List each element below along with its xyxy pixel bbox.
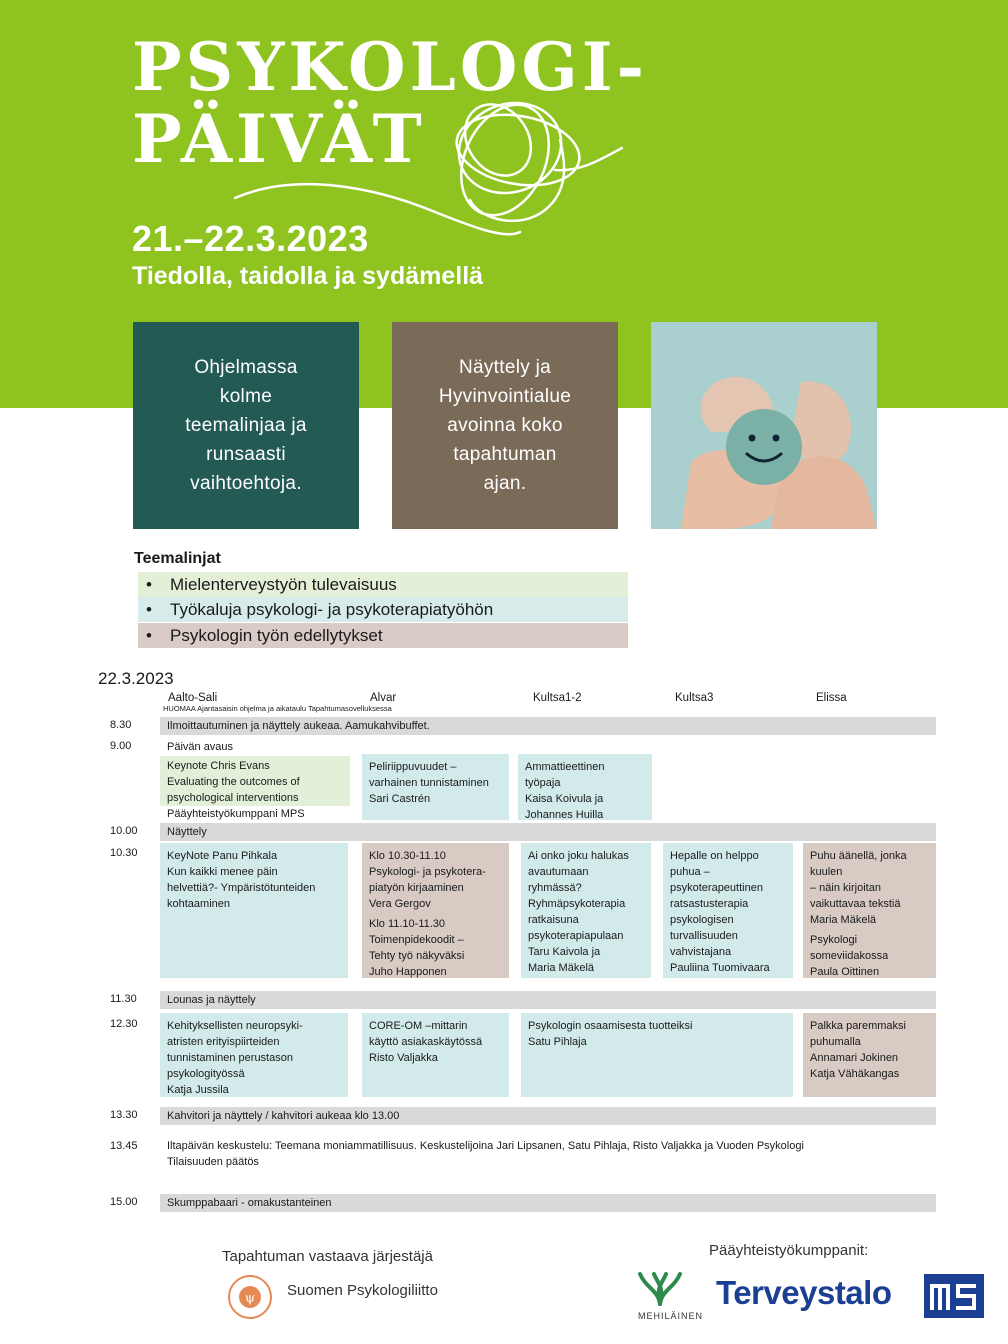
session-line: puhumalla: [810, 1036, 861, 1048]
session-line: Klo 10.30-11.10: [369, 850, 446, 862]
column-header-alvar: Alvar: [370, 692, 397, 704]
time-label: 12.30: [110, 1018, 138, 1030]
session-line: Psykologi- ja psykotera-: [369, 866, 486, 878]
session-line: Ai onko joku halukas: [528, 850, 629, 862]
event-tagline: Tiedolla, taidolla ja sydämellä: [132, 262, 484, 290]
discussion-line: Iltapäivän keskustelu: Teemana moniammatillisuus. Keskustelijoina Jari Lipsanen, Satu Pihlaja, Risto Valjakka ja Vuoden Psykologi: [167, 1140, 804, 1152]
session-line: Ryhmäpsykoterapia: [528, 898, 626, 910]
session-line: Kun kaikki menee päin: [167, 866, 278, 878]
session-line: psykoterapeuttinen: [670, 882, 763, 894]
session-ratsastusterapia: [663, 843, 793, 978]
mehilainen-wordmark: MEHILÄINEN: [638, 1311, 704, 1321]
exhibition-line: Hyvinvointialue: [438, 386, 572, 407]
bullet-icon: •: [146, 626, 152, 645]
exhibition-line: Näyttely ja: [458, 357, 551, 378]
session-line: Taru Kaivola ja: [528, 946, 601, 958]
session-line: Palkka paremmaksi: [810, 1020, 906, 1032]
schedule-bar: Skumppabaari - omakustanteinen: [160, 1194, 936, 1212]
session-line: vahvistajana: [670, 946, 732, 958]
schedule-bar: Näyttely: [160, 823, 936, 841]
session-line: Katja Vähäkangas: [810, 1068, 900, 1080]
session-core-om: [362, 1013, 509, 1097]
schedule-bar: Kahvitori ja näyttely / kahvitori aukeaa klo 13.00: [160, 1107, 936, 1125]
session-line: CORE-OM –mittarin: [369, 1020, 468, 1032]
schedule-date: 22.3.2023: [98, 669, 174, 688]
session-line: Toimenpidekoodit –: [369, 934, 464, 946]
exhibition-line: ajan.: [483, 473, 527, 494]
theme-item: [138, 623, 628, 648]
partners-label: Pääyhteistyökumppanit:: [709, 1242, 869, 1259]
opening-label: Päivän avaus: [167, 741, 234, 753]
session-line: ratsastusterapia: [670, 898, 749, 910]
session-ammattieettinen: [518, 754, 652, 820]
theme-label: Psykologin työn edellytykset: [170, 626, 383, 645]
program-info-box: [133, 322, 359, 529]
column-header-aalto-sali: Aalto-Sali: [168, 692, 218, 704]
time-label: 8.30: [110, 719, 132, 731]
session-line: Vera Gergov: [369, 898, 431, 910]
theme-item: [138, 597, 628, 622]
session-line: Sari Castrén: [369, 793, 431, 805]
column-header-kultsa1-2: Kultsa1-2: [533, 692, 582, 704]
session-line: Risto Valjakka: [369, 1052, 438, 1064]
session-line: someviidakossa: [810, 950, 889, 962]
session-line: Kehityksellisten neuropsyki-: [167, 1020, 303, 1032]
themes-heading: Teemalinjat: [134, 550, 221, 567]
mps-logo-icon: [924, 1274, 984, 1318]
partner-mps-label: Pääyhteistyökumppani MPS: [167, 808, 305, 820]
session-line: Tehty työ näkyväksi: [369, 950, 465, 962]
theme-label: Työkaluja psykologi- ja psykoterapiatyöhön: [170, 600, 494, 619]
session-line: vaikuttavaa tekstiä: [810, 898, 901, 910]
terveystalo-logo: Terveystalo: [716, 1274, 892, 1311]
session-line: psychological interventions: [167, 792, 299, 804]
session-line: Maria Mäkelä: [528, 962, 595, 974]
session-line: työpaja: [525, 777, 561, 789]
theme-label: Mielenterveystyön tulevaisuus: [170, 575, 397, 594]
session-line: käyttö asiakaskäytössä: [369, 1036, 483, 1048]
session-line: Kaisa Koivula ja: [525, 793, 604, 805]
schedule-note: HUOMAA Ajantasaisin ohjelma ja aikataulu Tapahtumasovelluksessa: [163, 704, 392, 713]
session-line: Keynote Chris Evans: [167, 760, 270, 772]
session-line: Psykologin osaamisesta tuotteiksi: [528, 1020, 693, 1032]
session-line: Puhu äänellä, jonka: [810, 850, 907, 862]
schedule-bar: Ilmoittautuminen ja näyttely aukeaa. Aamukahvibuffet.: [160, 717, 936, 735]
session-line: Psykologi: [810, 934, 858, 946]
session-line: piatyön kirjaaminen: [369, 882, 464, 894]
time-label: 15.00: [110, 1196, 138, 1208]
exhibition-info-box: [392, 322, 618, 529]
session-line: Klo 11.10-11.30: [369, 918, 446, 930]
smiley-face-icon: [651, 322, 877, 529]
program-line: teemalinjaa ja: [185, 415, 307, 436]
session-line: helvettiä?- Ympäristötunteiden: [167, 882, 316, 894]
time-label: 10.00: [110, 825, 138, 837]
bullet-icon: •: [146, 575, 152, 594]
session-line: tunnistaminen perustason: [167, 1052, 293, 1064]
session-line: Paula Oittinen: [810, 966, 880, 978]
session-line: atristen erityispiirteiden: [167, 1036, 280, 1048]
time-label: 13.45: [110, 1140, 138, 1152]
session-peliriippuvuudet: [362, 754, 509, 820]
session-neuropsykiatria: [160, 1013, 348, 1097]
session-keynote-pihkala: [160, 843, 348, 978]
session-line: ratkaisuna: [528, 914, 579, 926]
session-line: Johannes Huilla: [525, 809, 604, 820]
program-line: runsaasti: [206, 444, 286, 465]
session-line: Maria Mäkelä: [810, 914, 877, 926]
column-header-kultsa3: Kultsa3: [675, 692, 714, 704]
theme-item: [138, 572, 628, 597]
event-title-line2: PÄIVÄT: [132, 100, 426, 178]
program-line: vaihtoehtoja.: [190, 473, 302, 494]
organizer-label: Tapahtuman vastaava järjestäjä: [222, 1248, 433, 1265]
time-label: 10.30: [110, 847, 138, 859]
time-label: 13.30: [110, 1109, 138, 1121]
mehilainen-logo-icon: [634, 1270, 686, 1310]
exhibition-line: avoinna koko: [447, 415, 563, 436]
schedule-bar: Lounas ja näyttely: [160, 991, 936, 1009]
session-palkka: [803, 1013, 936, 1097]
session-line: kuulen: [810, 866, 843, 878]
bullet-icon: •: [146, 600, 152, 619]
program-line: Ohjelmassa: [194, 357, 298, 378]
session-line: Hepalle on helppo: [670, 850, 759, 862]
session-ryhmapsykoterapia: [521, 843, 651, 978]
session-line: Annamari Jokinen: [810, 1052, 899, 1064]
session-line: puhua –: [670, 866, 710, 878]
session-keynote-evans: [160, 756, 350, 806]
program-line: kolme: [219, 386, 273, 407]
afternoon-discussion: [167, 1138, 927, 1170]
session-line: Katja Jussila: [167, 1084, 229, 1096]
session-line: Satu Pihlaja: [528, 1036, 587, 1048]
event-date: 21.–22.3.2023: [132, 218, 369, 259]
session-line: varhainen tunnistaminen: [369, 777, 489, 789]
session-line: – näin kirjoitan: [810, 882, 881, 894]
session-line: turvallisuuden: [670, 930, 738, 942]
organizer-name: Suomen Psykologiliitto: [287, 1282, 438, 1299]
event-title-line1: PSYKOLOGI-: [132, 28, 649, 106]
session-line: psykoterapiapulaan: [528, 930, 624, 942]
session-line: psykologityössä: [167, 1068, 245, 1080]
session-kirjaaminen: [362, 843, 509, 978]
svg-text:ψ: ψ: [244, 1291, 256, 1306]
hands-smiley-photo: [651, 322, 877, 529]
session-kirjoittaminen: [803, 843, 936, 978]
psykologiliitto-logo-icon: [227, 1274, 273, 1320]
exhibition-line: tapahtuman: [453, 444, 557, 465]
session-line: KeyNote Panu Pihkala: [167, 850, 278, 862]
session-line: avautumaan: [528, 866, 589, 878]
session-line: Evaluating the outcomes of: [167, 776, 300, 788]
session-line: ryhmässä?: [528, 882, 582, 894]
session-line: psykologisen: [670, 914, 734, 926]
session-line: Pauliina Tuomivaara: [670, 962, 770, 974]
session-line: Ammattieettinen: [525, 761, 605, 773]
session-osaaminen-tuotteiksi: [521, 1013, 793, 1097]
column-header-elissa: Elissa: [816, 692, 847, 704]
session-line: Peliriippuvuudet –: [369, 761, 457, 773]
session-line: kohtaaminen: [167, 898, 230, 910]
time-label: 11.30: [110, 993, 137, 1005]
session-line: Juho Happonen: [369, 966, 447, 978]
closing-line: Tilaisuuden päätös: [167, 1156, 259, 1168]
time-label: 9.00: [110, 740, 132, 752]
